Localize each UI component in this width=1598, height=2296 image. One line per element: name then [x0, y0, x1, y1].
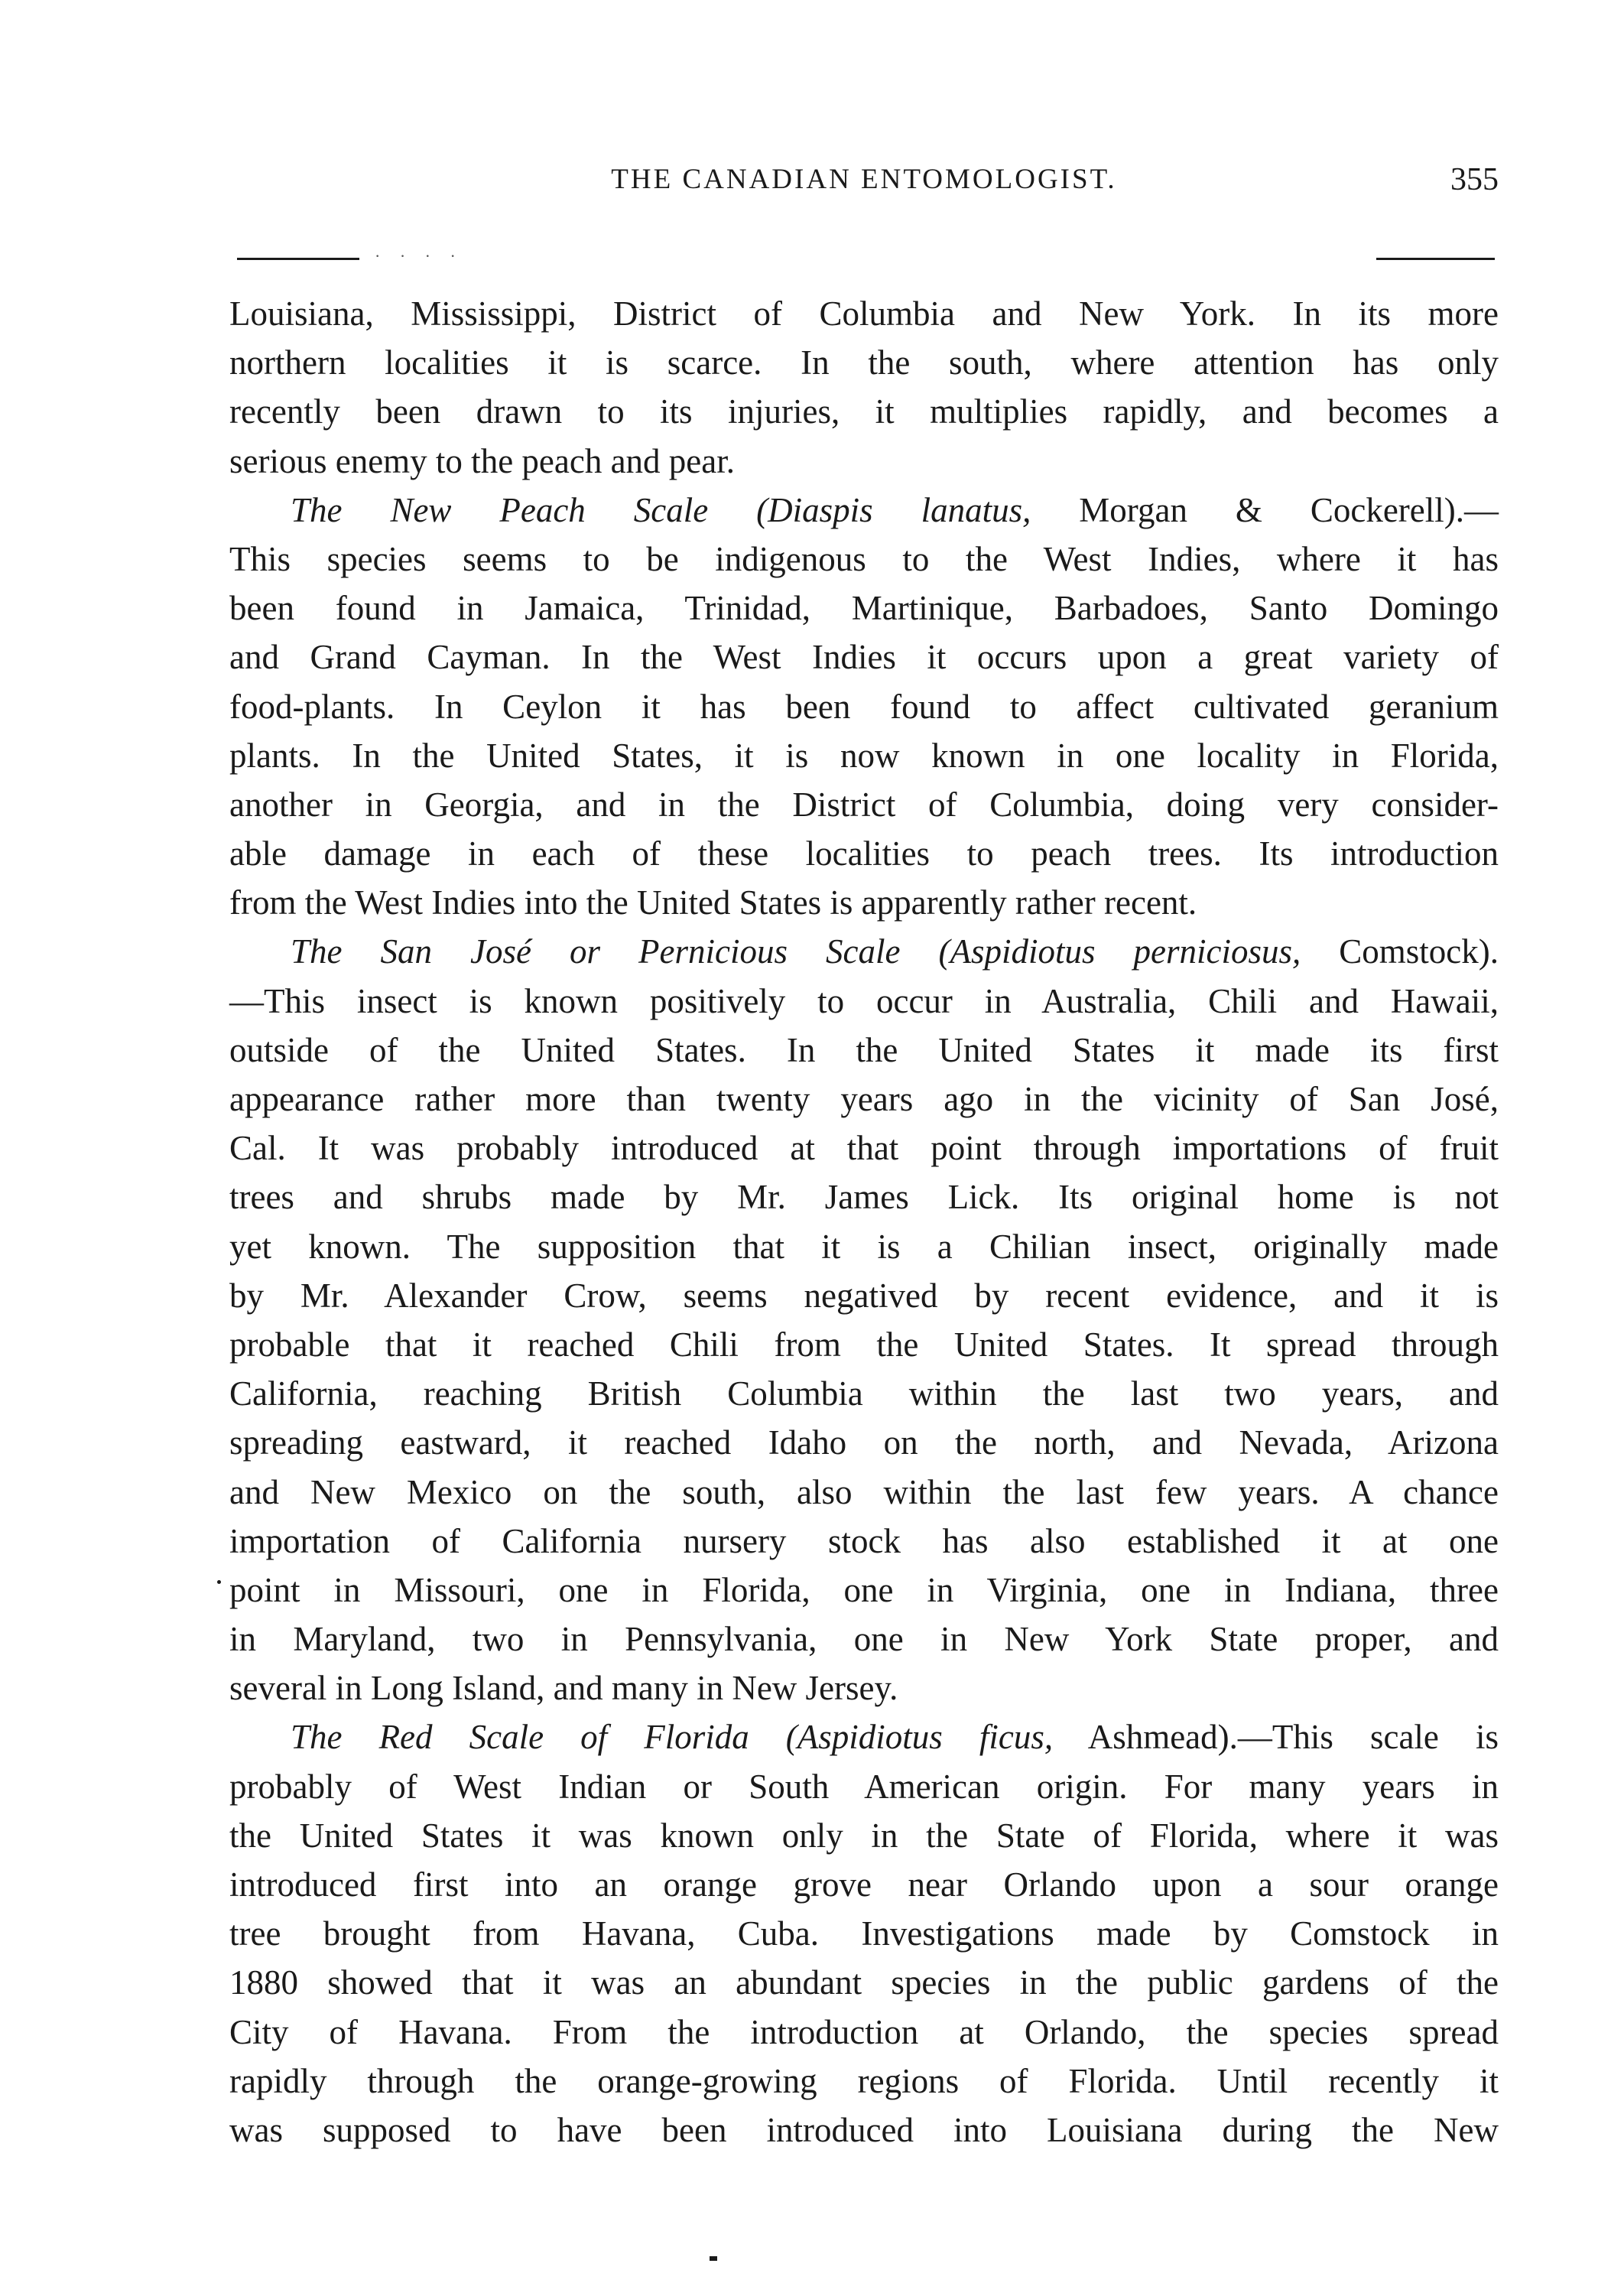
text-line: several in Long Island, and many in New Jersey. — [229, 1669, 898, 1708]
text-line: yet known. The supposition that it is a Chilian insect, originally made — [229, 1227, 1499, 1266]
text-line: and Grand Cayman. In the West Indies it occurs upon a great variety of — [229, 638, 1499, 677]
header-rule-dots: · · · · — [375, 246, 463, 265]
text-line: City of Havana. From the introduction at Orlando, the species spread — [229, 2012, 1499, 2051]
text-line: and New Mexico on the south, also within the last few years. A chance — [229, 1472, 1499, 1511]
section-heading-line — [229, 1712, 1499, 1761]
text-line: tree brought from Havana, Cuba. Investigations made by Comstock in — [229, 1914, 1499, 1953]
text-line: been found in Jamaica, Trinidad, Martinique, Barbadoes, Santo Domingo — [229, 589, 1499, 628]
text-line: —This insect is known positively to occur in Australia, Chili and Hawaii, — [229, 981, 1499, 1020]
text-line: trees and shrubs made by Mr. James Lick. Its original home is not — [229, 1178, 1499, 1217]
text-line: able damage in each of these localities to peach trees. Its introduction — [229, 834, 1499, 873]
section-heading-line — [229, 927, 1499, 976]
text-line: appearance rather more than twenty years ago in the vicinity of San José, — [229, 1080, 1499, 1118]
text-line: was supposed to have been introduced into Louisiana during the New — [229, 2110, 1499, 2149]
text-line: introduced first into an orange grove near Orlando upon a sour orange — [229, 1865, 1499, 1904]
text-line: probably of West Indian or South American origin. For many years in — [229, 1767, 1499, 1806]
header-rule-left — [237, 258, 359, 260]
text-line: rapidly through the orange-growing regions of Florida. Until recently it — [229, 2061, 1499, 2100]
text-line: Louisiana, Mississippi, District of Columbia and New York. In its more — [229, 294, 1499, 333]
header-rule-right — [1376, 258, 1495, 260]
species-heading: The New Peach Scale (Diaspis lanatus, — [291, 490, 1031, 529]
text-line: by Mr. Alexander Crow, seems negatived by recent evidence, and it is — [229, 1276, 1499, 1315]
page-number: 355 — [1450, 162, 1499, 197]
species-heading: The San José or Pernicious Scale (Aspidiotus perniciosus, — [291, 932, 1301, 971]
text-line: California, reaching British Columbia within the last two years, and — [229, 1374, 1499, 1413]
species-authority: Ashmead).—This scale is — [1053, 1718, 1499, 1757]
text-line: outside of the United States. In the United States it made its first — [229, 1030, 1499, 1069]
species-heading: The Red Scale of Florida (Aspidiotus ficus, — [291, 1718, 1054, 1757]
text-line: probable that it reached Chili from the United States. It spread through — [229, 1325, 1499, 1364]
running-header — [229, 157, 1499, 203]
running-title: THE CANADIAN ENTOMOLOGIST. — [611, 164, 1117, 195]
text-line: This species seems to be indigenous to the West Indies, where it has — [229, 539, 1499, 578]
text-line: 1880 showed that it was an abundant species in the public gardens of the — [229, 1963, 1499, 2002]
species-authority: Comstock). — [1301, 932, 1499, 971]
text-line: northern localities it is scarce. In the south, where attention has only — [229, 343, 1499, 382]
text-line: spreading eastward, it reached Idaho on the north, and Nevada, Arizona — [229, 1423, 1499, 1462]
text-line: recently been drawn to its injuries, it multiplies rapidly, and becomes a — [229, 392, 1499, 431]
bottom-speck — [710, 2256, 717, 2261]
text-line: plants. In the United States, it is now known in one locality in Florida, — [229, 736, 1499, 775]
text-line: the United States it was known only in the State of Florida, where it was — [229, 1816, 1499, 1855]
text-line: from the West Indies into the United States is apparently rather recent. — [229, 883, 1197, 922]
text-line: food-plants. In Ceylon it has been found to affect cultivated geranium — [229, 687, 1499, 726]
text-line: point in Missouri, one in Florida, one in Virginia, one in Indiana, three — [229, 1570, 1499, 1609]
text-line: importation of California nursery stock has also established it at one — [229, 1521, 1499, 1560]
section-heading-line — [229, 486, 1499, 535]
body-text — [229, 289, 1499, 2155]
text-line: Cal. It was probably introduced at that point through importations of fruit — [229, 1129, 1499, 1168]
species-authority: Morgan & Cockerell).— — [1031, 490, 1499, 529]
text-line: serious enemy to the peach and pear. — [229, 441, 736, 480]
text-line: in Maryland, two in Pennsylvania, one in New York State proper, and — [229, 1620, 1499, 1659]
margin-speck — [217, 1580, 221, 1584]
text-line: another in Georgia, and in the District of Columbia, doing very consider- — [229, 785, 1499, 824]
